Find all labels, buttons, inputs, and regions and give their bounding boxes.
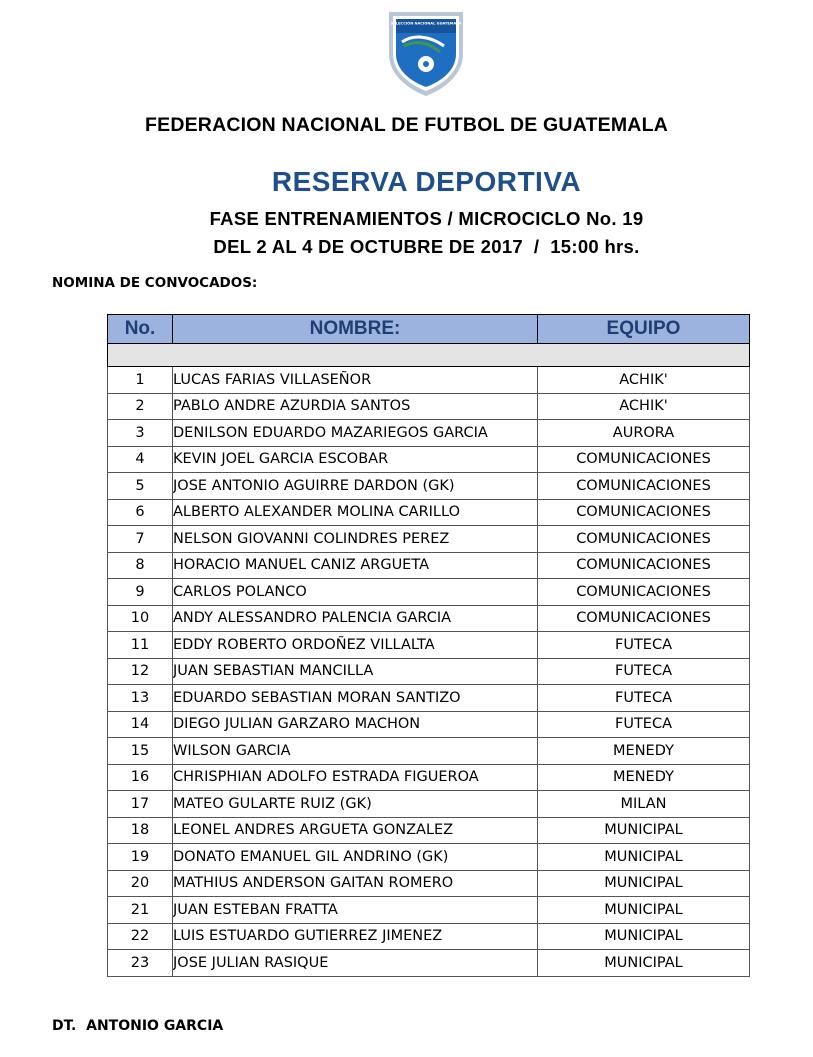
table-row <box>108 844 750 871</box>
table-row <box>108 367 750 394</box>
player-team: FUTECA <box>538 658 750 685</box>
player-team: COMUNICACIONES <box>538 473 750 500</box>
player-team: ACHIK' <box>538 393 750 420</box>
player-name: WILSON GARCIA <box>173 738 538 765</box>
player-number: 19 <box>108 844 173 871</box>
table-row <box>108 685 750 712</box>
player-number: 22 <box>108 923 173 950</box>
table-row <box>108 552 750 579</box>
player-team: COMUNICACIONES <box>538 579 750 606</box>
header-number: No. <box>108 315 173 344</box>
table-row <box>108 526 750 553</box>
player-name: LUCAS FARIAS VILLASEÑOR <box>173 367 538 394</box>
player-team: COMUNICACIONES <box>538 526 750 553</box>
table-row <box>108 499 750 526</box>
table-spacer-row <box>108 344 750 367</box>
player-number: 21 <box>108 897 173 924</box>
player-name: DENILSON EDUARDO MAZARIEGOS GARCIA <box>173 420 538 447</box>
player-number: 18 <box>108 817 173 844</box>
player-team: MUNICIPAL <box>538 844 750 871</box>
player-name: CARLOS POLANCO <box>173 579 538 606</box>
federation-crest-icon <box>386 10 466 98</box>
player-number: 9 <box>108 579 173 606</box>
player-number: 14 <box>108 711 173 738</box>
table-row <box>108 711 750 738</box>
table-row <box>108 632 750 659</box>
player-team: COMUNICACIONES <box>538 552 750 579</box>
table-row <box>108 446 750 473</box>
table-row <box>108 579 750 606</box>
player-team: COMUNICACIONES <box>538 446 750 473</box>
player-number: 3 <box>108 420 173 447</box>
player-team: MUNICIPAL <box>538 950 750 977</box>
player-number: 2 <box>108 393 173 420</box>
table-row <box>108 870 750 897</box>
player-number: 4 <box>108 446 173 473</box>
crest-lettering: SELECCIÓN NACIONAL GUATEMALA <box>390 21 462 26</box>
table-row <box>108 764 750 791</box>
player-name: DONATO EMANUEL GIL ANDRINO (GK) <box>173 844 538 871</box>
player-number: 13 <box>108 685 173 712</box>
player-team: MUNICIPAL <box>538 923 750 950</box>
player-number: 1 <box>108 367 173 394</box>
player-name: EDDY ROBERTO ORDOÑEZ VILLALTA <box>173 632 538 659</box>
player-team: ACHIK' <box>538 367 750 394</box>
player-name: DIEGO JULIAN GARZARO MACHON <box>173 711 538 738</box>
federation-title: FEDERACION NACIONAL DE FUTBOL DE GUATEMALA <box>145 114 668 136</box>
player-team: MENEDY <box>538 738 750 765</box>
coach-signature: DT. ANTONIO GARCIA <box>52 1018 224 1034</box>
player-name: ALBERTO ALEXANDER MOLINA CARILLO <box>173 499 538 526</box>
player-team: COMUNICACIONES <box>538 605 750 632</box>
player-name: KEVIN JOEL GARCIA ESCOBAR <box>173 446 538 473</box>
table-row <box>108 658 750 685</box>
nomina-label: NOMINA DE CONVOCADOS: <box>52 275 258 291</box>
player-name: HORACIO MANUEL CANIZ ARGUETA <box>173 552 538 579</box>
training-dates: DEL 2 AL 4 DE OCTUBRE DE 2017 / 15:00 hrs. <box>213 236 640 257</box>
player-number: 12 <box>108 658 173 685</box>
table-row <box>108 923 750 950</box>
roster-table <box>107 314 750 977</box>
player-team: FUTECA <box>538 685 750 712</box>
player-name: PABLO ANDRE AZURDIA SANTOS <box>173 393 538 420</box>
document-title: RESERVA DEPORTIVA <box>271 166 582 197</box>
header-team: EQUIPO <box>538 315 750 344</box>
player-name: CHRISPHIAN ADOLFO ESTRADA FIGUEROA <box>173 764 538 791</box>
player-team: FUTECA <box>538 632 750 659</box>
player-number: 20 <box>108 870 173 897</box>
player-name: EDUARDO SEBASTIAN MORAN SANTIZO <box>173 685 538 712</box>
player-team: MENEDY <box>538 764 750 791</box>
player-name: JOSE ANTONIO AGUIRRE DARDON (GK) <box>173 473 538 500</box>
player-name: JUAN ESTEBAN FRATTA <box>173 897 538 924</box>
player-team: FUTECA <box>538 711 750 738</box>
player-name: MATEO GULARTE RUIZ (GK) <box>173 791 538 818</box>
player-number: 16 <box>108 764 173 791</box>
player-number: 23 <box>108 950 173 977</box>
player-team: MILAN <box>538 791 750 818</box>
player-team: MUNICIPAL <box>538 817 750 844</box>
table-header-row <box>108 315 750 344</box>
player-team: MUNICIPAL <box>538 897 750 924</box>
table-row <box>108 420 750 447</box>
table-row <box>108 473 750 500</box>
table-row <box>108 791 750 818</box>
player-number: 7 <box>108 526 173 553</box>
header-name: NOMBRE: <box>173 315 538 344</box>
player-number: 8 <box>108 552 173 579</box>
table-row <box>108 817 750 844</box>
player-name: LEONEL ANDRES ARGUETA GONZALEZ <box>173 817 538 844</box>
player-name: MATHIUS ANDERSON GAITAN ROMERO <box>173 870 538 897</box>
table-row <box>108 738 750 765</box>
training-phase: FASE ENTRENAMIENTOS / MICROCICLO No. 19 <box>209 208 644 229</box>
player-number: 10 <box>108 605 173 632</box>
player-number: 17 <box>108 791 173 818</box>
player-name: LUIS ESTUARDO GUTIERREZ JIMENEZ <box>173 923 538 950</box>
player-number: 5 <box>108 473 173 500</box>
player-team: COMUNICACIONES <box>538 499 750 526</box>
player-name: NELSON GIOVANNI COLINDRES PEREZ <box>173 526 538 553</box>
table-row <box>108 605 750 632</box>
player-team: AURORA <box>538 420 750 447</box>
player-number: 6 <box>108 499 173 526</box>
player-number: 11 <box>108 632 173 659</box>
player-team: MUNICIPAL <box>538 870 750 897</box>
player-name: JUAN SEBASTIAN MANCILLA <box>173 658 538 685</box>
player-name: ANDY ALESSANDRO PALENCIA GARCIA <box>173 605 538 632</box>
table-row <box>108 393 750 420</box>
player-number: 15 <box>108 738 173 765</box>
table-row <box>108 897 750 924</box>
table-row <box>108 950 750 977</box>
player-name: JOSE JULIAN RASIQUE <box>173 950 538 977</box>
